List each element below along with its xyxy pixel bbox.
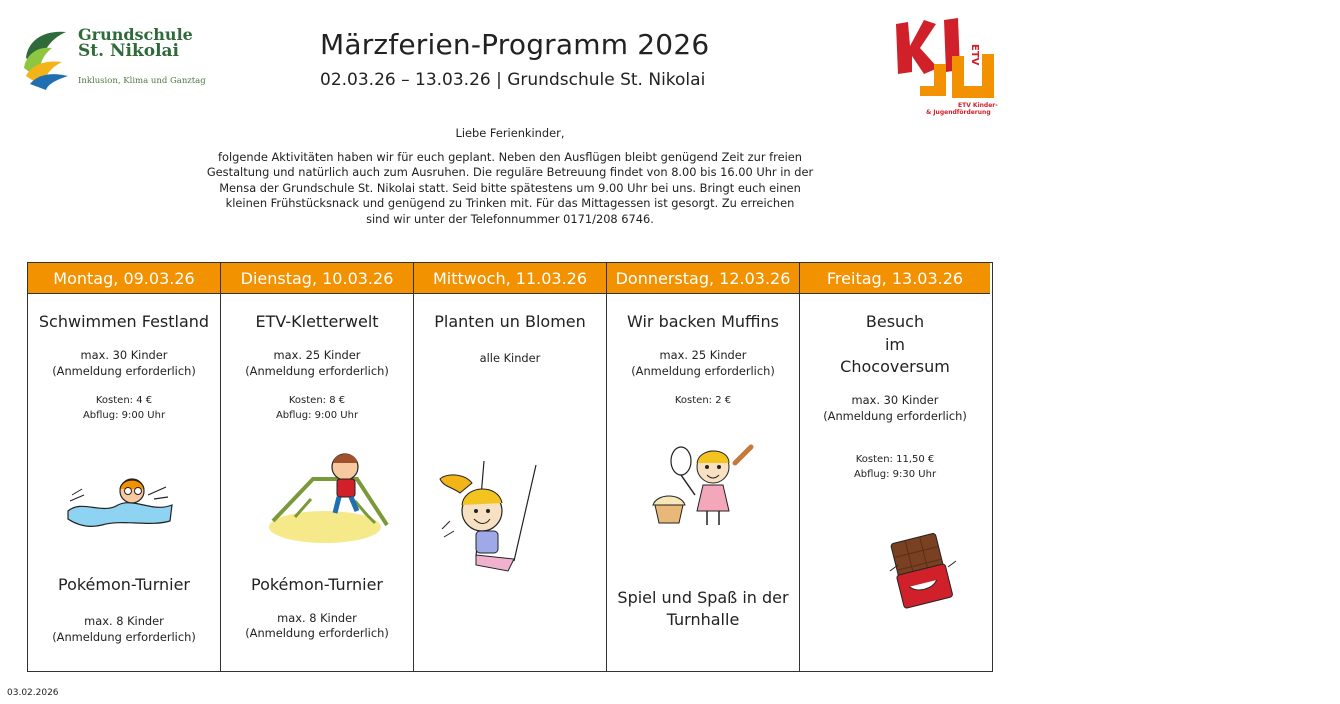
activity-departure: Abflug: 9:00 Uhr (82, 410, 166, 421)
page-subtitle: 02.03.26 – 13.03.26 | Grundschule St. Nikolai (320, 70, 706, 90)
intro-line: Gestaltung und natürlich auch zum Ausruhen. Die reguläre Betreuung findet von 8.00 bis 16.00 Uhr in der (206, 165, 814, 180)
activity-capacity: max. 30 Kinder (80, 348, 168, 362)
intro-line: kleinen Frühstücksnack und genügend zu Trinken mit. Für das Mittagessen ist gesorgt. Zu erreichen (225, 196, 795, 211)
activity-cost: Kosten: 8 € (288, 395, 346, 406)
school-name: Grundschule St. Nikolai (78, 25, 193, 61)
day-header: Dienstag, 10.03.26 (221, 263, 413, 294)
baking-girl-icon (651, 443, 759, 535)
activity-title: im (884, 335, 906, 354)
school-tagline: Inklusion, Klima und Ganztag (78, 76, 206, 86)
activity-departure: Abflug: 9:30 Uhr (853, 469, 937, 480)
day-column-tuesday (221, 263, 414, 671)
activity-title: Pokémon-Turnier (57, 575, 190, 594)
activity-title: Pokémon-Turnier (250, 575, 383, 594)
activity-registration: (Anmeldung erforderlich) (823, 409, 967, 423)
activity-registration: (Anmeldung erforderlich) (245, 626, 389, 640)
swimmer-icon (62, 469, 178, 529)
activity-title: Besuch (865, 312, 925, 331)
activity-title: Wir backen Muffins (627, 312, 779, 331)
activity-title: Turnhalle (666, 610, 740, 629)
kiju-logo (890, 16, 1010, 126)
footer-date: 03.02.2026 (7, 688, 59, 698)
activity-departure: Abflug: 9:00 Uhr (275, 410, 359, 421)
activity-capacity: max. 30 Kinder (851, 393, 939, 407)
title-block (320, 28, 709, 90)
activity-capacity: max. 25 Kinder (273, 348, 361, 362)
intro-line: sind wir unter der Telefonnummer 0171/208 6746. (366, 211, 654, 226)
activity-title: Planten un Blomen (434, 312, 586, 331)
activity-capacity: max. 8 Kinder (277, 611, 357, 625)
activity-cost: Kosten: 11,50 € (855, 454, 935, 465)
kiju-logo-icon (890, 16, 1010, 102)
chocolate-bar-icon (888, 531, 958, 611)
intro-line: folgende Aktivitäten haben wir für euch geplant. Neben den Ausflügen bleibt genügend Zeit zur freien (218, 149, 802, 164)
climbing-frame-icon (265, 443, 395, 553)
day-header: Mittwoch, 11.03.26 (414, 263, 606, 294)
activity-registration: (Anmeldung erforderlich) (52, 364, 196, 378)
day-column-monday (28, 263, 221, 671)
activity-cost: Kosten: 4 € (95, 395, 153, 406)
school-emblem-icon (22, 28, 70, 90)
day-header: Freitag, 13.03.26 (800, 263, 990, 294)
page-title: Märzferien-Programm 2026 (320, 28, 710, 61)
activity-registration: (Anmeldung erforderlich) (245, 364, 389, 378)
day-header: Montag, 09.03.26 (28, 263, 220, 294)
schedule-table (27, 262, 993, 672)
activity-cost: Kosten: 2 € (674, 395, 732, 406)
activity-capacity: max. 25 Kinder (659, 348, 747, 362)
activity-title: Chocoversum (840, 357, 950, 376)
activity-registration: (Anmeldung erforderlich) (631, 364, 775, 378)
activity-capacity: max. 8 Kinder (84, 614, 164, 628)
intro-line: Mensa der Grundschule St. Nikolai statt. Seid bitte spätestens um 9.00 Uhr bei uns. Bringt euch einen (219, 180, 801, 195)
day-column-wednesday (414, 263, 607, 671)
svg-text:ETV: ETV (969, 44, 980, 66)
intro-text (190, 126, 830, 228)
activity-capacity: alle Kinder (479, 351, 541, 365)
day-header: Donnerstag, 12.03.26 (607, 263, 799, 294)
activity-registration: (Anmeldung erforderlich) (52, 630, 196, 644)
activity-title: ETV-Kletterwelt (255, 312, 379, 331)
school-logo (22, 26, 212, 92)
greeting: Liebe Ferienkinder, (455, 126, 565, 140)
swing-girl-icon (436, 459, 546, 595)
activity-title: Schwimmen Festland (38, 312, 210, 331)
kiju-caption: ETV Kinder- & Jugendförderung (926, 102, 998, 116)
activity-title: Spiel und Spaß in der (617, 588, 789, 607)
day-column-friday (800, 263, 990, 671)
day-column-thursday (607, 263, 800, 671)
